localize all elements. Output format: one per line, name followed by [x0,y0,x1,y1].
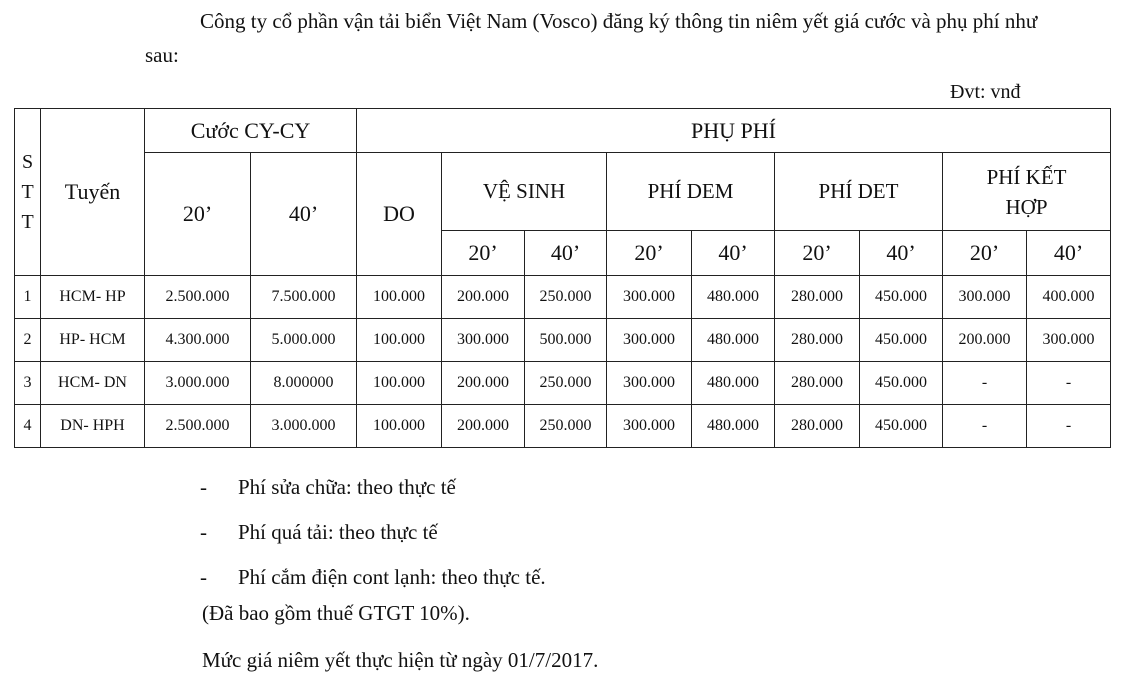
header-combined [943,153,1111,231]
intro-paragraph: Công ty cổ phần vận tải biển Việt Nam (Vosco) đăng ký thông tin niêm yết giá cước và phụ phí như sau: [145,9,1038,67]
header-surcharge-group: PHỤ PHÍ [357,109,1111,153]
row-do: 100.000 [357,405,442,448]
header-stt [15,109,41,276]
row-cy-40: 7.500.000 [251,276,357,319]
row-do: 100.000 [357,319,442,362]
row-det-20: 280.000 [775,276,860,319]
header-freight-group: Cước CY-CY [145,109,357,153]
header-route: Tuyến [41,109,145,276]
header-dem-40: 40’ [692,231,775,276]
header-combined-40: 40’ [1027,231,1111,276]
row-det-20: 280.000 [775,319,860,362]
row-cleaning-20: 200.000 [442,362,525,405]
header-cy-20: 20’ [145,153,251,276]
header-cy-40: 40’ [251,153,357,276]
row-cy-40: 3.000.000 [251,405,357,448]
row-do: 100.000 [357,276,442,319]
row-route: HP- HCM [41,319,145,362]
effective-date-note: Mức giá niêm yết thực hiện từ ngày 01/7/2017. [202,648,599,672]
row-dem-20: 300.000 [607,405,692,448]
row-combined-40: 400.000 [1027,276,1111,319]
note-item [200,560,546,605]
row-det-40: 450.000 [860,405,943,448]
row-det-20: 280.000 [775,405,860,448]
row-dem-40: 480.000 [692,405,775,448]
row-dem-20: 300.000 [607,276,692,319]
row-det-40: 450.000 [860,319,943,362]
header-det-20: 20’ [775,231,860,276]
header-dem: PHÍ DEM [607,153,775,231]
table-row [15,405,1111,448]
row-cleaning-20: 300.000 [442,319,525,362]
row-combined-40: - [1027,362,1111,405]
header-cleaning-40: 40’ [525,231,607,276]
row-do: 100.000 [357,362,442,405]
note-text: Phí sửa chữa: theo thực tế [238,475,456,499]
row-route: DN- HPH [41,405,145,448]
row-stt: 3 [15,362,41,405]
row-cleaning-20: 200.000 [442,276,525,319]
row-dem-40: 480.000 [692,276,775,319]
row-combined-40: 300.000 [1027,319,1111,362]
row-det-40: 450.000 [860,362,943,405]
freight-rate-table [14,108,1111,448]
row-route: HCM- HP [41,276,145,319]
note-dash: - [200,565,207,589]
note-text: Phí cắm điện cont lạnh: theo thực tế. [238,565,546,589]
table-row [15,319,1111,362]
header-dem-20: 20’ [607,231,692,276]
row-dem-40: 480.000 [692,319,775,362]
row-combined-20: 300.000 [943,276,1027,319]
row-route: HCM- DN [41,362,145,405]
header-det: PHÍ DET [775,153,943,231]
note-item [200,470,546,515]
row-cy-40: 8.000000 [251,362,357,405]
row-cy-20: 4.300.000 [145,319,251,362]
row-cleaning-40: 500.000 [525,319,607,362]
note-item [200,515,546,560]
row-cy-40: 5.000.000 [251,319,357,362]
header-combined-20: 20’ [943,231,1027,276]
row-combined-20: - [943,362,1027,405]
row-cleaning-40: 250.000 [525,405,607,448]
row-cleaning-40: 250.000 [525,276,607,319]
table-row [15,362,1111,405]
note-text: Phí quá tải: theo thực tế [238,520,438,544]
row-cy-20: 3.000.000 [145,362,251,405]
row-stt: 1 [15,276,41,319]
unit-label: Đvt: vnđ [950,81,1021,103]
row-dem-20: 300.000 [607,319,692,362]
header-det-40: 40’ [860,231,943,276]
header-cleaning-20: 20’ [442,231,525,276]
row-det-40: 450.000 [860,276,943,319]
vat-note: (Đã bao gồm thuế GTGT 10%). [202,601,470,625]
row-dem-20: 300.000 [607,362,692,405]
row-cy-20: 2.500.000 [145,405,251,448]
table-row [15,276,1111,319]
row-det-20: 280.000 [775,362,860,405]
row-combined-20: - [943,405,1027,448]
row-stt: 2 [15,319,41,362]
row-combined-40: - [1027,405,1111,448]
header-combined-label: PHÍ KẾT HỢP [986,164,1067,219]
row-stt: 4 [15,405,41,448]
row-cleaning-20: 200.000 [442,405,525,448]
header-stt-label: S T T [21,151,34,233]
row-combined-20: 200.000 [943,319,1027,362]
note-dash: - [200,475,207,499]
surcharge-notes [200,470,546,605]
row-cy-20: 2.500.000 [145,276,251,319]
note-dash: - [200,520,207,544]
row-dem-40: 480.000 [692,362,775,405]
header-cleaning: VỆ SINH [442,153,607,231]
row-cleaning-40: 250.000 [525,362,607,405]
header-do: DO [357,153,442,276]
